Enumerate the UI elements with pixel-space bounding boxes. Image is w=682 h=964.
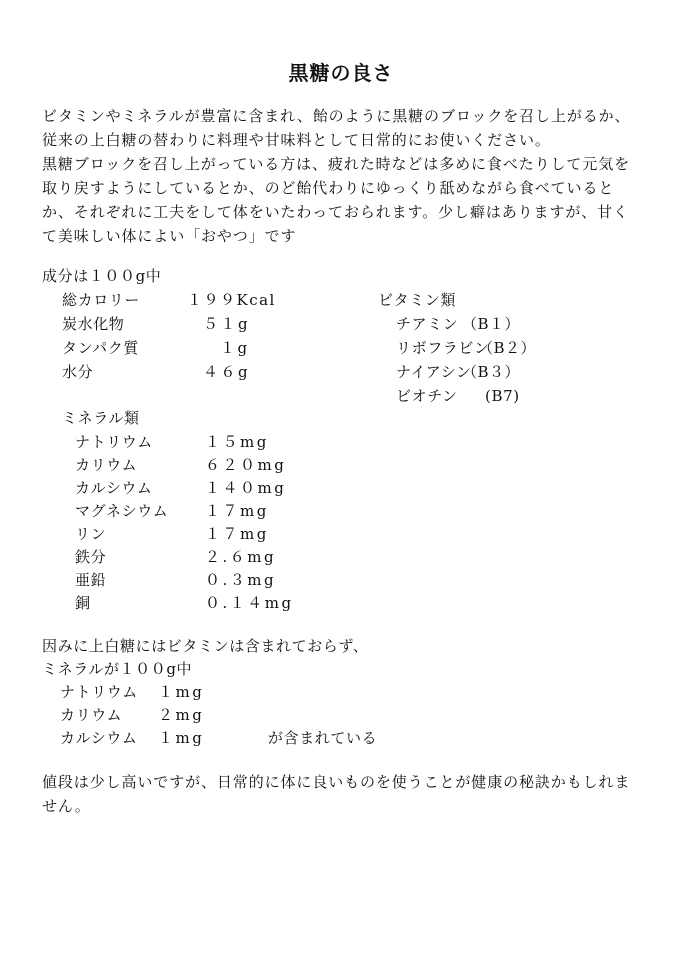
mineral-value: １７mg: [205, 502, 269, 520]
text-line: か、それぞれに工夫をして体をいたわっておられます。少し癖はありますが、甘く: [42, 203, 629, 221]
mineral-value: ０.３mg: [205, 571, 277, 589]
mineral-label: リン: [75, 525, 107, 543]
mineral-value: ６２０mg: [205, 456, 287, 474]
composition-heading: 成分は１００g中: [42, 267, 162, 285]
closing-line: 値段は少し高いですが、日常的に体に良いものを使うことが健康の秘訣かもしれま: [42, 773, 631, 791]
vitamin-label: ナイアシン: [396, 363, 472, 381]
nutrient-label: タンパク質: [62, 339, 139, 357]
intro-text: [42, 104, 642, 248]
white-sugar-line-2: ミネラルが１００g中: [42, 660, 193, 678]
mineral-label: カルシウム: [75, 479, 153, 497]
mineral-label: 亜鉛: [75, 571, 107, 589]
vitamins-heading: ビタミン類: [378, 291, 457, 309]
page-title: 黒糖の良さ: [288, 61, 394, 86]
mineral-label: ナトリウム: [75, 433, 153, 451]
nutrient-value: １９９Kcal: [187, 291, 276, 309]
mineral-value: １７mg: [205, 525, 269, 543]
mineral-label: カリウム: [75, 456, 138, 474]
vitamin-value: （B３）: [462, 363, 521, 381]
white-sugar-value: １mg: [158, 683, 205, 701]
white-sugar-value: ２mg: [158, 706, 205, 724]
vitamin-value: （B２）: [478, 339, 537, 357]
white-sugar-value: １mg: [158, 729, 205, 747]
minerals-heading: ミネラル類: [62, 409, 140, 427]
nutrient-value: １g: [220, 339, 250, 357]
nutrient-value: ４６g: [203, 363, 251, 381]
nutrient-value: ５１g: [203, 315, 251, 333]
mineral-value: １４０mg: [205, 479, 287, 497]
white-sugar-line-1: 因みに上白糖にはビタミンは含まれておらず、: [42, 637, 369, 655]
mineral-label: 銅: [75, 594, 91, 612]
text-line: 取り戻すようにしているとか、のど飴代わりにゆっくり舐めながら食べていると: [42, 179, 615, 197]
intro-paragraph-2: [42, 152, 642, 248]
text-line: ビタミンやミネラルが豊富に含まれ、飴のように黒糖のブロックを召し上がるか、: [42, 107, 631, 125]
mineral-value: １５mg: [205, 433, 269, 451]
white-sugar-label: ナトリウム: [60, 683, 138, 701]
white-sugar-suffix: が含まれている: [268, 729, 378, 747]
text-line: 従来の上白糖の替わりに料理や甘味料として日常的にお使いください。: [42, 131, 551, 149]
nutrient-label: 総カロリー: [62, 291, 141, 309]
mineral-label: 鉄分: [75, 548, 107, 566]
mineral-value: ２.６mg: [205, 548, 277, 566]
white-sugar-label: カルシウム: [60, 729, 138, 747]
text-line: 黒糖ブロックを召し上がっている方は、疲れた時などは多めに食べたりして元気を: [42, 155, 631, 173]
vitamin-value: (B7): [485, 387, 520, 405]
vitamin-label: チアミン: [396, 315, 459, 333]
vitamin-value: （B１）: [462, 315, 521, 333]
vitamin-label: ビオチン: [396, 387, 458, 405]
vitamin-label: リボフラビン: [396, 339, 490, 357]
intro-paragraph-1: [42, 104, 642, 152]
nutrient-label: 炭水化物: [62, 315, 125, 333]
nutrient-label: 水分: [62, 363, 94, 381]
mineral-label: マグネシウム: [75, 502, 169, 520]
text-line: て美味しい体によい「おやつ」です: [42, 227, 297, 245]
mineral-value: ０.１４mg: [205, 594, 294, 612]
white-sugar-label: カリウム: [60, 706, 123, 724]
closing-line: せん。: [42, 797, 91, 815]
